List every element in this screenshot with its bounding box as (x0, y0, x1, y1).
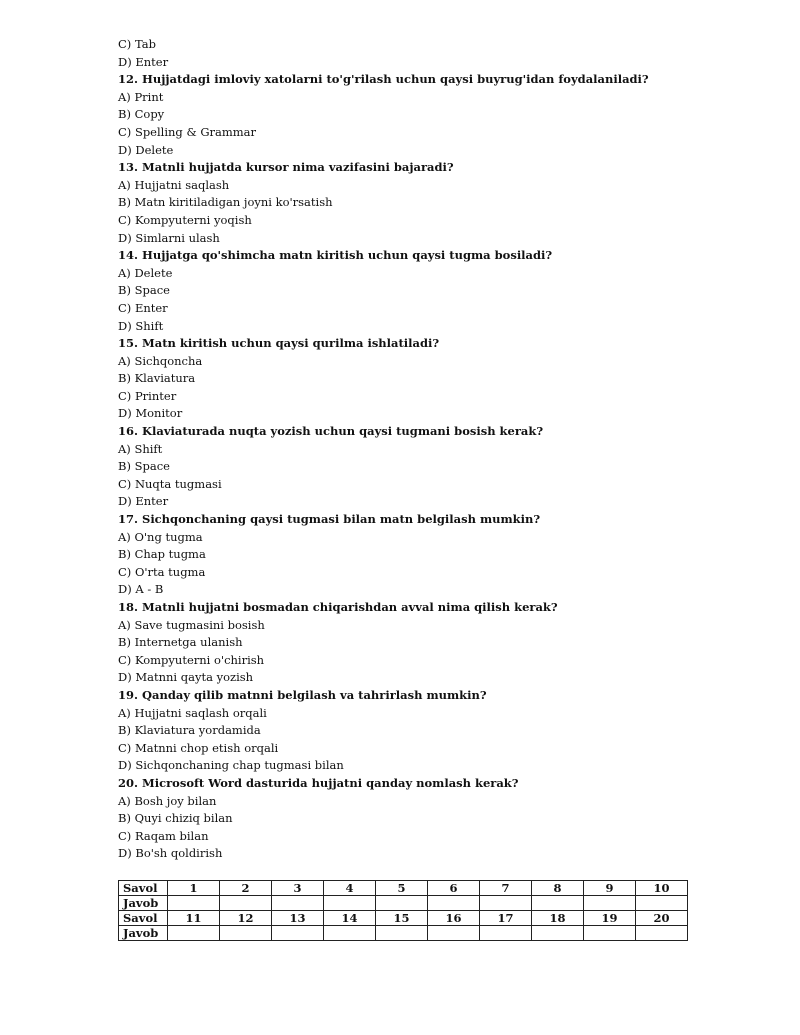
answer-option: D) Matnni qayta yozish (118, 670, 254, 685)
question-text: 14. Hujjatga qo'shimcha matn kiritish uchun qaysi tugma bosiladi? (118, 248, 553, 263)
table-cell (532, 926, 584, 941)
table-cell (324, 896, 376, 911)
answer-option: B) Klaviatura (118, 371, 196, 386)
table-cell: 6 (428, 881, 480, 896)
answer-option: D) Bo'sh qoldirish (118, 846, 223, 861)
answer-option: A) Bosh joy bilan (118, 793, 217, 808)
table-cell (168, 896, 220, 911)
table-cell (480, 896, 532, 911)
answer-option: C) Kompyuterni yoqish (118, 212, 252, 227)
answer-option: B) Klaviatura yordamida (118, 723, 261, 738)
row-label: Javob (119, 896, 168, 911)
answer-option: B) Internetga ulanish (118, 635, 243, 650)
table-cell: 1 (168, 881, 220, 896)
answer-option: B) Chap tugma (118, 547, 206, 562)
answer-option: D) A - B (118, 582, 164, 597)
table-cell (220, 926, 272, 941)
table-cell: 17 (480, 911, 532, 926)
answer-option: D) Enter (118, 494, 169, 509)
answer-option: D) Shift (118, 318, 164, 333)
answer-option: C) Nuqta tugmasi (118, 476, 222, 491)
answer-option: D) Simlarni ulash (118, 230, 220, 245)
table-cell: 16 (428, 911, 480, 926)
answer-option: C) Tab (118, 37, 156, 51)
answer-option: B) Space (118, 459, 170, 474)
answer-option: B) Quyi chiziq bilan (118, 811, 233, 826)
answer-option: B) Matn kiritiladigan joyni ko'rsatish (118, 195, 333, 210)
table-cell (376, 896, 428, 911)
table-cell (428, 926, 480, 941)
question-text: 18. Matnli hujjatni bosmadan chiqarishdan avval nima qilish kerak? (118, 600, 558, 614)
table-row (119, 896, 688, 911)
table-cell: 12 (220, 911, 272, 926)
table-cell: 2 (220, 881, 272, 896)
answer-option: D) Enter (118, 54, 169, 69)
answer-option: C) Spelling & Grammar (118, 124, 257, 139)
answer-table (118, 880, 688, 941)
answer-option: A) Save tugmasini bosish (118, 617, 265, 632)
table-cell: 13 (272, 911, 324, 926)
table-cell: 4 (324, 881, 376, 896)
table-cell: 5 (376, 881, 428, 896)
answer-option: C) Printer (118, 388, 177, 403)
document-body (118, 36, 718, 863)
row-label: Javob (119, 926, 168, 941)
answer-option: A) Hujjatni saqlash (118, 177, 230, 192)
answer-option: C) Enter (118, 300, 168, 315)
row-label: Savol (119, 881, 168, 896)
table-row (119, 881, 688, 896)
question-text: 17. Sichqonchaning qaysi tugmasi bilan matn belgilash mumkin? (118, 512, 541, 527)
question-text: 13. Matnli hujjatda kursor nima vazifasini bajaradi? (118, 160, 454, 175)
table-cell (272, 896, 324, 911)
answer-option: A) Print (118, 89, 164, 104)
table-cell (272, 926, 324, 941)
table-cell (636, 926, 688, 941)
answer-option: C) Matnni chop etish orqali (118, 740, 279, 755)
table-cell: 15 (376, 911, 428, 926)
table-row (119, 926, 688, 941)
answer-option: C) O'rta tugma (118, 564, 206, 579)
answer-option: A) Shift (118, 441, 163, 456)
table-cell: 3 (272, 881, 324, 896)
answer-option: D) Monitor (118, 406, 183, 421)
table-cell: 10 (636, 881, 688, 896)
table-cell (324, 926, 376, 941)
table-cell (584, 926, 636, 941)
answer-option: C) Raqam bilan (118, 828, 209, 843)
answer-option: A) Delete (118, 265, 173, 280)
answer-option: A) Sichqoncha (118, 353, 203, 368)
table-cell: 7 (480, 881, 532, 896)
answer-option: D) Delete (118, 142, 174, 157)
answer-option: D) Sichqonchaning chap tugmasi bilan (118, 758, 344, 773)
question-text: 15. Matn kiritish uchun qaysi qurilma ishlatiladi? (118, 336, 440, 351)
row-label: Savol (119, 911, 168, 926)
question-text: 20. Microsoft Word dasturida hujjatni qanday nomlash kerak? (118, 775, 519, 790)
table-cell: 20 (636, 911, 688, 926)
table-row (119, 911, 688, 926)
table-cell: 18 (532, 911, 584, 926)
answer-option: A) O'ng tugma (118, 529, 203, 544)
question-text: 19. Qanday qilib matnni belgilash va tahrirlash mumkin? (118, 687, 487, 702)
table-cell (636, 896, 688, 911)
table-cell (220, 896, 272, 911)
table-cell (480, 926, 532, 941)
table-cell: 8 (532, 881, 584, 896)
table-cell (532, 896, 584, 911)
table-cell: 9 (584, 881, 636, 896)
table-cell: 19 (584, 911, 636, 926)
table-cell (168, 926, 220, 941)
answer-option: A) Hujjatni saqlash orqali (118, 705, 267, 720)
table-cell (428, 896, 480, 911)
question-text: 16. Klaviaturada nuqta yozish uchun qaysi tugmani bosish kerak? (118, 424, 544, 439)
table-cell (584, 896, 636, 911)
question-text: 12. Hujjatdagi imloviy xatolarni to'g'rilash uchun qaysi buyrug'idan foydalaniladi? (118, 72, 649, 87)
table-cell: 11 (168, 911, 220, 926)
answer-option: C) Kompyuterni o'chirish (118, 652, 265, 667)
table-cell: 14 (324, 911, 376, 926)
answer-option: B) Copy (118, 107, 165, 122)
answer-option: B) Space (118, 283, 170, 298)
table-cell (376, 926, 428, 941)
